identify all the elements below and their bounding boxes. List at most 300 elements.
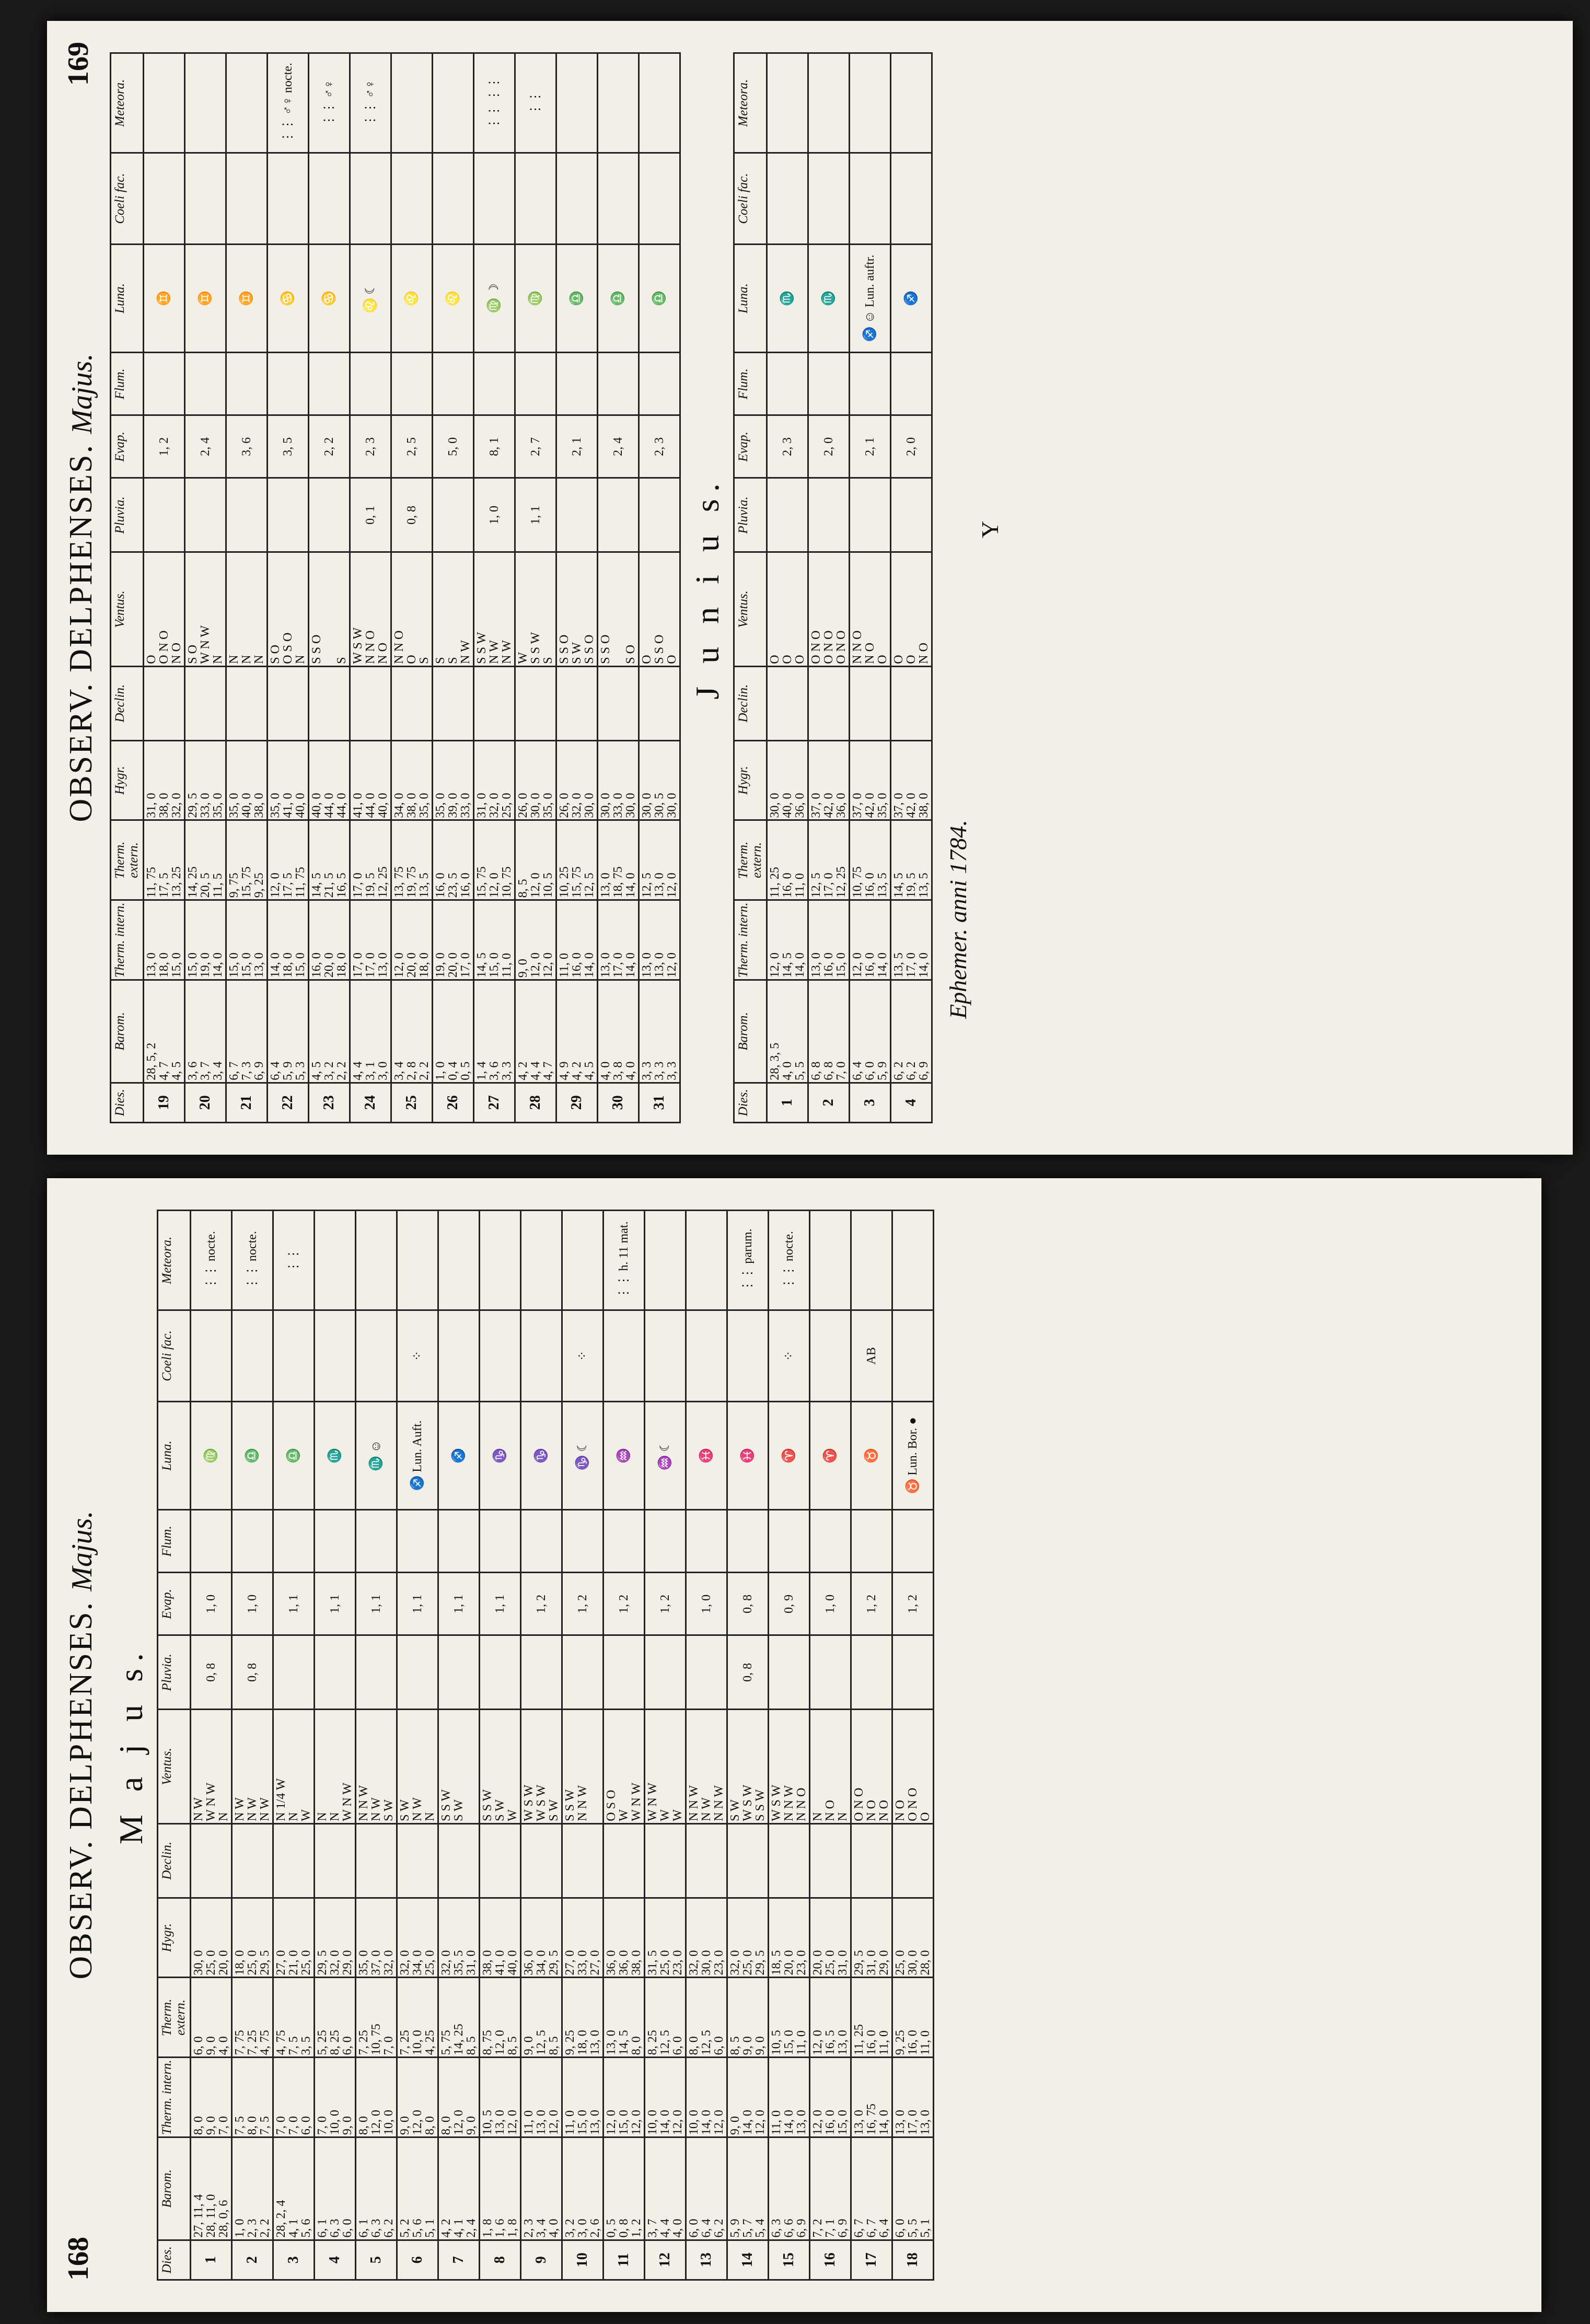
cell-line: 31, 0 [465,1950,478,1976]
flum-cell [892,1510,934,1573]
meteora-cell: ⋮⋮ [273,1211,315,1310]
cell-line: 38, 0 [252,793,266,818]
cell-line: O [919,1812,932,1821]
cell-line: 32, 0 [170,793,183,818]
meteora-cell [892,1211,934,1310]
tint-cell [226,900,268,980]
text-cell [273,1978,315,2058]
cell-line: O S O [281,632,295,664]
ventus-cell [639,552,680,666]
cell-line: 39, 0 [446,793,460,818]
cell-line: 4, 2 [570,1061,584,1080]
cell-line: 13, 0 [252,952,266,978]
declin-cell [474,666,515,740]
hygr-cell [356,1898,397,1978]
text-cell [521,1978,562,2058]
cell-line: 15, 0 [170,952,183,978]
hygr-cell [598,740,639,820]
hygr-cell [808,740,850,820]
cell-line: 16, 0 [434,873,447,898]
text-cell [598,820,639,900]
column-header: Declin. [158,1823,191,1898]
cell-line: 25, 0 [658,1950,672,1976]
cell-line: 12, 0 [665,952,679,978]
tint-cell [191,2058,232,2137]
luna-cell: ♎ [273,1401,315,1509]
meteora-cell [810,1211,851,1310]
footer-note: Ephemer. anni 1784. [945,820,971,1019]
evap-cell: 2, 2 [309,415,350,478]
ventus-cell [891,552,932,666]
meteora-cell: ⋮⋮ parum. [727,1211,769,1310]
cell-line: 1, 2 [630,2218,643,2238]
cell-line: O [640,655,654,664]
flum-cell [185,353,226,415]
cell-line: 36, 0 [617,1950,631,1976]
meteora-cell [891,53,932,153]
cell-line: 6, 7 [865,2218,878,2238]
observation-table [110,52,681,1123]
cell-line: 13, 0 [640,952,654,978]
evap-cell: 1, 2 [521,1573,562,1635]
declin-cell [144,666,185,740]
cell-line: 15, 0 [240,952,253,978]
column-header: Ventus. [734,552,767,666]
column-header: Declin. [734,666,767,740]
cell-line: 35, 0 [876,793,889,818]
cell-line: 41, 0 [493,1950,507,1976]
barom-cell [767,980,808,1083]
cell-line: 44, 0 [364,793,377,818]
cell-line: N W [459,640,472,664]
evap-cell: 3, 5 [268,415,309,478]
page-title [63,21,100,1155]
cell-line: 14, 0 [877,2110,891,2135]
cell-line: 13, 0 [493,2110,507,2135]
barom-cell [892,2137,934,2240]
cell-line: 36, 0 [793,793,807,818]
cell-line: 19, 5 [904,873,918,898]
ventus-cell [397,1710,438,1823]
column-header: Barom. [111,980,144,1083]
hygr-cell [521,1898,562,1978]
declin-cell [185,666,226,740]
table-header-row [111,53,144,1123]
column-header: Meteora. [734,53,767,153]
meteora-cell [850,53,891,153]
luna-cell: ♈ [769,1401,810,1509]
day-cell: 4 [891,1083,932,1122]
coeli-cell [603,1310,645,1402]
coeli-cell [232,1310,273,1402]
flum-cell [273,1510,315,1573]
cell-line: 6, 0 [341,2036,354,2055]
cell-line: 42, 0 [904,793,918,818]
declin-cell [273,1823,315,1898]
cell-line: 5, 6 [411,2218,424,2238]
cell-line: 30, 0 [768,793,782,818]
text-cell [226,820,268,900]
cell-line: 8, 5 [728,2036,742,2055]
cell-line: 4, 25 [423,2030,437,2055]
barom-cell [639,980,680,1083]
luna-cell: ♑ [480,1401,521,1509]
day-cell: 27 [474,1083,515,1122]
cell-line: 10, 5 [541,873,555,898]
coeli-cell [474,153,515,245]
cell-line: 14, 0 [793,952,807,978]
coeli-cell [892,1310,934,1402]
hygr-cell [603,1898,645,1978]
cell-line: 0, 5 [459,1061,472,1080]
hygr-cell [268,740,309,820]
table-row [350,53,391,1123]
cell-line: O [793,655,807,664]
cell-line: 8, 0 [439,2116,453,2135]
hygr-cell [767,740,808,820]
right-page-header [47,21,110,1155]
cell-line: 10, 0 [382,2110,396,2135]
cell-line: N O [893,1800,907,1821]
cell-line: S O [186,645,200,664]
cell-line: S S W [481,1789,494,1821]
barom-cell [851,2137,892,2240]
cell-line: 6, 9 [795,2218,808,2238]
text-cell [851,1978,892,2058]
day-cell: 19 [144,1083,185,1122]
cell-line: 4, 0 [781,1061,794,1080]
barom-cell [315,2137,356,2240]
table-row [474,53,515,1123]
declin-cell [808,666,850,740]
cell-line: 7, 0 [382,2036,396,2055]
meteora-cell [438,1211,480,1310]
coeli-cell [391,153,433,245]
flum-cell [603,1510,645,1573]
cell-line: 40, 0 [310,793,323,818]
cell-line: S O [269,645,282,664]
text-cell [639,820,680,900]
cell-line: 11, 75 [145,867,158,898]
cell-line: O [892,655,906,664]
declin-cell [391,666,433,740]
declin-cell [521,1823,562,1898]
cell-line: 6, 4 [269,1061,282,1080]
table-body [144,53,680,1123]
cell-line: 6, 3 [328,2218,342,2238]
column-header: Luna. [111,244,144,352]
column-header: Dies. [158,2240,191,2280]
cell-line: 6, 4 [700,2218,713,2238]
cell-line: 12, 0 [541,952,555,978]
evap-cell: 1, 1 [438,1573,480,1635]
cell-line: N W [233,1797,247,1821]
cell-line: 11, 0 [795,2030,808,2055]
cell-line: 36, 0 [834,793,848,818]
cell-line: 4, 9 [558,1061,571,1080]
coeli-cell [356,1310,397,1402]
day-cell: 15 [769,2240,810,2280]
day-cell: 26 [433,1083,474,1122]
cell-line: S W [547,1799,561,1821]
ventus-cell [521,1710,562,1823]
day-cell: 5 [356,2240,397,2280]
cell-line: 12, 0 [392,952,406,978]
pluvia-cell: 0, 1 [350,478,391,552]
cell-line: 26, 0 [516,793,530,818]
text-cell [480,1978,521,2058]
flum-cell [639,353,680,415]
cell-line: 9, 25 [563,2030,577,2055]
coeli-cell [433,153,474,245]
cell-line: 12, 25 [376,866,390,898]
flum-cell [850,353,891,415]
cell-line: 14, 5 [892,873,906,898]
cell-line: 12, 0 [671,2110,684,2135]
evap-cell: 2, 3 [639,415,680,478]
cell-line: 42, 0 [863,793,877,818]
column-header: Hygr. [734,740,767,820]
cell-line: 0, 4 [446,1061,460,1080]
text-cell [767,820,808,900]
cell-line: 27, 0 [563,1950,577,1976]
cell-line: 10, 75 [851,866,864,898]
flum-cell [191,1510,232,1573]
tint-cell [268,900,309,980]
cell-line: 13, 0 [653,873,666,898]
evap-cell: 3, 6 [226,415,268,478]
luna-cell: ♒ [603,1401,645,1509]
barom-cell [309,980,350,1083]
cell-line: 35, 0 [269,793,282,818]
text-cell [645,1978,686,2058]
cell-line: 3, 6 [186,1061,200,1080]
text-cell [232,1978,273,2058]
hygr-cell [850,740,891,820]
cell-line: 16, 0 [570,952,584,978]
cell-line: 6, 2 [892,1061,906,1080]
cell-line: 29, 0 [877,1950,891,1976]
cell-line: 21, 5 [322,873,336,898]
cell-line: 9, 0 [516,959,530,978]
cell-line: 15, 75 [240,866,253,898]
cell-line: S [541,657,555,664]
cell-line: 10, 75 [369,2024,383,2055]
flum-cell [810,1510,851,1573]
cell-line: 12, 0 [506,2110,519,2135]
cell-line: 3, 2 [563,2218,577,2238]
cell-line: W [658,1809,672,1821]
cell-line: 2, 6 [588,2218,602,2238]
cell-line: 17, 5 [281,873,295,898]
luna-cell: ♊ [144,244,185,352]
evap-cell: 2, 4 [185,415,226,478]
cell-line: 5, 7 [741,2218,755,2238]
hygr-cell [727,1898,769,1978]
flum-cell [309,353,350,415]
luna-cell: ♉ Lun. Bor. ● [892,1401,934,1509]
cell-line: 38, 0 [630,1950,643,1976]
column-header: Coeli fac. [158,1310,191,1402]
cell-line: 15, 0 [488,952,501,978]
table-row [598,53,639,1123]
tint-cell [767,900,808,980]
cell-line: 6, 0 [341,2218,354,2238]
cell-line [465,1712,478,1821]
flum-cell [808,353,850,415]
cell-line: 10, 0 [687,2110,701,2135]
table-row [433,53,474,1123]
ventus-cell [603,1710,645,1823]
cell-line: 30, 0 [665,793,679,818]
cell-line: 7, 25 [357,2030,370,2055]
table-row [515,53,556,1123]
cell-line: 1, 0 [233,2218,247,2238]
barom-cell [391,980,433,1083]
coeli-cell [810,1310,851,1402]
meteora-cell [397,1211,438,1310]
cell-line: 7, 0 [834,1061,848,1080]
coeli-cell [309,153,350,245]
barom-cell [226,980,268,1083]
cell-line: O [876,655,889,664]
ventus-cell [474,552,515,666]
cell-line: 14, 5 [310,873,323,898]
tint-cell [185,900,226,980]
text-cell [686,1978,727,2058]
cell-line: 13, 0 [893,2110,907,2135]
cell-line: 29, 0 [341,1950,354,1976]
table-row [769,1211,810,2280]
barom-cell [891,980,932,1083]
luna-cell: ♒ ☾ [645,1401,686,1509]
cell-line: 10, 0 [646,2110,659,2135]
cell-line: 5, 2 [398,2218,412,2238]
coeli-cell [144,153,185,245]
evap-cell: 1, 0 [686,1573,727,1635]
luna-cell: ♊ [226,244,268,352]
cell-line: N W [411,1797,424,1821]
cell-line: 2, 2 [417,1061,431,1080]
barom-cell [850,980,891,1083]
cell-line: 5, 6 [299,2218,313,2238]
evap-cell: 2, 5 [391,415,433,478]
left-page [47,1178,1541,2312]
cell-line: 6, 8 [822,1061,835,1080]
cell-line: 6, 4 [877,2218,891,2238]
column-header: Barom. [734,980,767,1083]
cell-line: W N W [199,625,212,664]
text-cell [350,820,391,900]
cell-line: 5, 9 [876,1061,889,1080]
cell-line: 7, 5 [258,2116,272,2135]
cell-line: 15, 0 [294,952,307,978]
evap-cell: 1, 0 [232,1573,273,1635]
cell-line: S [434,657,447,664]
cell-line: 28, 5, 2 [145,1042,158,1080]
declin-cell [603,1823,645,1898]
cell-line: 25, 0 [823,1950,837,1976]
pluvia-cell [268,478,309,552]
declin-cell [769,1823,810,1898]
cell-line: 3, 2 [322,1061,336,1080]
meteora-cell: ⋮⋮ h. 11 mat. [603,1211,645,1310]
coeli-cell [480,1310,521,1402]
signature-mark: Y [977,520,1003,538]
meteora-cell: ⋮⋮ ⋮⋮ [474,53,515,153]
cell-line: 35, 0 [227,793,241,818]
cell-line: W [506,1809,519,1821]
hygr-cell [144,740,185,820]
cell-line: W [516,652,530,664]
coeli-cell [645,1310,686,1402]
cell-line: 35, 5 [452,1950,466,1976]
cell-line: 9, 25 [893,2030,907,2055]
cell-line: 37, 0 [851,793,864,818]
table-row [562,1211,603,2280]
cell-line: 7, 1 [823,2218,837,2238]
cell-line: 35, 0 [211,793,225,818]
declin-cell [556,666,598,740]
cell-line: 14, 0 [624,873,637,898]
meteora-cell [808,53,850,153]
tint-cell [474,900,515,980]
cell-line: N [217,1812,230,1821]
cell-line: 12, 25 [834,866,848,898]
cell-line: 12, 0 [369,2110,383,2135]
luna-cell: ♋ [309,244,350,352]
cell-line: 9, 0 [398,2116,412,2135]
cell-line: 12, 0 [529,952,542,978]
luna-cell: ♐ ☺ Lun. auftr. [850,244,891,352]
luna-cell: ♐ Lun. Auft. [397,1401,438,1509]
cell-line: 35, 0 [541,793,555,818]
flum-cell [397,1510,438,1573]
flum-cell [727,1510,769,1573]
pluvia-cell [315,1635,356,1710]
cell-line: 9, 75 [227,873,241,898]
page-number: 169 [62,42,95,86]
flum-cell [268,353,309,415]
barom-cell [438,2137,480,2240]
pluvia-cell [598,478,639,552]
cell-line: 6, 9 [252,1061,266,1080]
cell-line: W N W [204,1782,218,1821]
cell-line: 20, 5 [199,873,212,898]
cell-line: 11, 0 [919,2030,932,2055]
cell-line: 40, 0 [506,1950,519,1976]
flum-cell [515,353,556,415]
declin-cell [639,666,680,740]
cell-line: W N W [630,1782,643,1821]
hygr-cell [645,1898,686,1978]
cell-line: 2, 2 [258,2218,272,2238]
cell-line: 23, 0 [712,1950,726,1976]
cell-line: 16, 0 [863,952,877,978]
cell-line: N O [376,643,390,664]
cell-line: 14, 0 [583,952,596,978]
cell-line: N W [488,640,501,664]
cell-line: 5, 9 [728,2218,742,2238]
cell-line: 35, 0 [417,793,431,818]
cell-line: 14, 25 [186,866,200,898]
flum-cell [438,1510,480,1573]
day-cell: 14 [727,2240,769,2280]
day-cell: 12 [645,2240,686,2280]
cell-line: 38, 0 [157,793,171,818]
cell-line: 6, 1 [316,2218,329,2238]
cell-line: 2, 3 [522,2218,536,2238]
